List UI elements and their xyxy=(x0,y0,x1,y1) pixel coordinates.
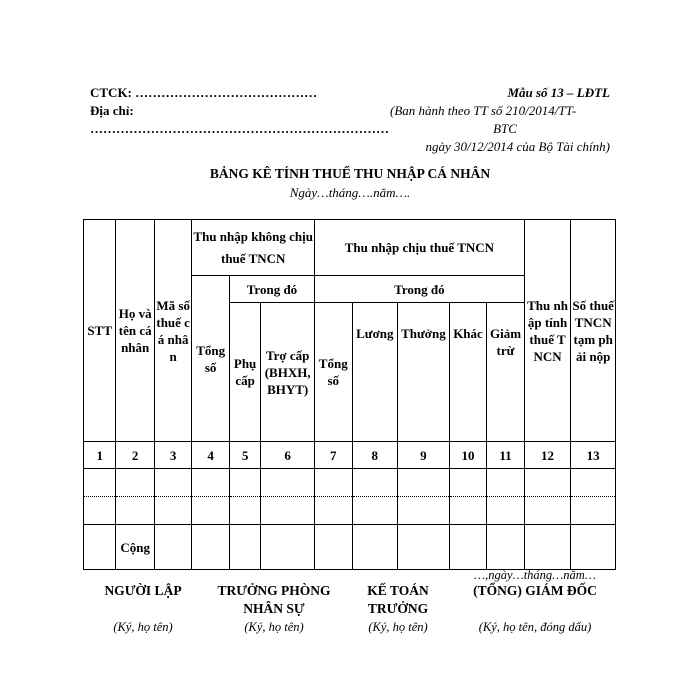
col-number: 11 xyxy=(487,442,525,469)
header-other: Khác xyxy=(449,303,486,442)
issued-line-1: (Ban hành theo TT số 210/2014/TT- xyxy=(390,103,577,118)
sig-preparer-note: (Ký, họ tên) xyxy=(113,620,173,634)
header-stt: STT xyxy=(84,220,116,442)
col-number: 9 xyxy=(398,442,450,469)
sig-accountant-note: (Ký, họ tên) xyxy=(368,620,428,634)
sig-director-note: (Ký, họ tên, đóng dấu) xyxy=(478,620,592,634)
col-number: 3 xyxy=(154,442,191,469)
header-salary: Lương xyxy=(352,303,398,442)
col-number: 5 xyxy=(229,442,260,469)
total-label: Cộng xyxy=(116,525,155,570)
sig-preparer: NGƯỜI LẬP xyxy=(104,583,182,598)
header-nontax-total: Tổng số xyxy=(192,276,229,442)
col-number: 13 xyxy=(571,442,616,469)
sig-hr-note: (Ký, họ tên) xyxy=(244,620,304,634)
header-nontax-in-which: Trong đó xyxy=(229,276,314,303)
form-number: Mẫu số 13 – LĐTL xyxy=(507,85,610,100)
header-tax-total: Tổng số xyxy=(315,303,352,442)
col-number: 1 xyxy=(84,442,116,469)
company-header xyxy=(90,84,389,138)
col-number: 6 xyxy=(261,442,315,469)
address-label: Địa chỉ: xyxy=(90,103,134,118)
header-subsidy: Trợ cấp (BHXH, BHYT) xyxy=(261,303,315,442)
document-date: Ngày…tháng….năm…. xyxy=(289,185,411,200)
header-name: Họ và tên cá nhân xyxy=(116,220,155,442)
header-allowance: Phụ cấp xyxy=(229,303,260,442)
sig-director: (TỔNG) GIÁM ĐỐC xyxy=(473,583,597,598)
header-tax-in-which: Trong đó xyxy=(315,276,525,303)
col-number: 7 xyxy=(315,442,352,469)
col-number: 4 xyxy=(192,442,229,469)
header-nontaxable-group: Thu nhập không chịu thuế TNCN xyxy=(192,220,315,276)
col-number: 8 xyxy=(352,442,398,469)
tax-table xyxy=(83,219,616,570)
header-deduction: Giảm trừ xyxy=(487,303,525,442)
total-row xyxy=(84,525,616,570)
form-reference xyxy=(380,84,610,156)
col-number: 10 xyxy=(449,442,486,469)
address-dots: …………………………………………………………… xyxy=(90,121,389,136)
issued-line-2: BTC xyxy=(493,121,517,136)
header-tax-due: Số thuế TNCN tạm phải nộp xyxy=(571,220,616,442)
document-title: BẢNG KÊ TÍNH THUẾ THU NHẬP CÁ NHÂN xyxy=(209,166,491,181)
company-label: CTCK: …………………………………… xyxy=(90,85,318,100)
header-taxable-group: Thu nhập chịu thuế TNCN xyxy=(315,220,525,276)
table-row xyxy=(84,497,616,525)
issued-line-3: ngày 30/12/2014 của Bộ Tài chính) xyxy=(425,139,610,154)
table-row xyxy=(84,469,616,497)
col-number: 2 xyxy=(116,442,155,469)
header-taxcode: Mã số thuế cá nhân xyxy=(154,220,191,442)
signature-date: …,ngày…tháng…năm… xyxy=(474,568,596,582)
sig-hr-head: TRƯỞNG PHÒNG NHÂN SỰ xyxy=(217,583,331,616)
header-bonus: Thưởng xyxy=(398,303,450,442)
sig-chief-accountant: KẾ TOÁN TRƯỞNG xyxy=(367,583,429,616)
col-number: 12 xyxy=(524,442,571,469)
header-taxable-income: Thu nhập tính thuế TNCN xyxy=(524,220,571,442)
